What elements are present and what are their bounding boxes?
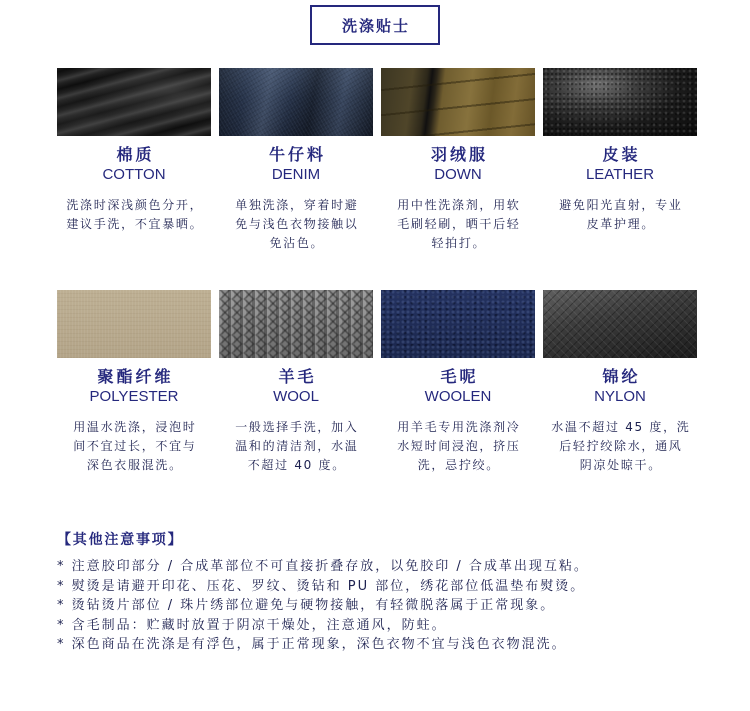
care-line: 水温不超过 45 度，洗 — [551, 420, 691, 434]
fabric-name-cn: 羊毛 — [278, 367, 317, 386]
fabric-name-cn: 皮装 — [602, 145, 641, 164]
fabric-name-en: COTTON — [102, 166, 166, 183]
fabric-name-en: WOOL — [273, 388, 319, 405]
care-instructions — [219, 196, 373, 253]
care-line: 后轻拧绞除水，通风 — [559, 439, 683, 453]
care-line: 深色衣服混洗。 — [86, 458, 183, 472]
fabric-card-leather — [543, 68, 697, 234]
care-line: 轻拍打。 — [431, 236, 487, 250]
care-line: 一般选择手洗，加入 — [235, 420, 359, 434]
fabric-card-denim — [219, 68, 373, 253]
fabric-card-cotton — [57, 68, 211, 234]
care-line: 间不宜过长，不宜与 — [73, 439, 197, 453]
fabric-name-en: LEATHER — [585, 166, 655, 183]
woolen-swatch-image — [381, 290, 535, 358]
fabric-name-en: DOWN — [434, 166, 482, 183]
fabric-name-en: WOOLEN — [424, 388, 492, 405]
care-line: 用温水洗涤，浸泡时 — [73, 420, 197, 434]
care-line: 阴凉处晾干。 — [579, 458, 662, 472]
down-swatch-image — [381, 68, 535, 136]
care-instructions — [57, 418, 211, 475]
page-title-box — [310, 5, 440, 45]
fabric-card-wool — [219, 290, 373, 475]
fabric-card-polyester — [57, 290, 211, 475]
care-instructions — [381, 418, 535, 475]
notes-list — [57, 557, 589, 655]
nylon-swatch-image — [543, 290, 697, 358]
fabric-name-cn: 棉质 — [116, 145, 155, 164]
fabric-card-nylon — [543, 290, 697, 475]
fabric-name-cn: 羽绒服 — [430, 145, 488, 164]
care-instructions — [543, 196, 697, 234]
fabric-card-woolen — [381, 290, 535, 475]
note-item: * 熨烫是请避开印花、压花、罗纹、烫钻和 PU 部位，绣花部位低温垫布熨烫。 — [57, 578, 586, 594]
care-line: 免沾色。 — [269, 236, 325, 250]
care-line: 洗，忌拧绞。 — [417, 458, 500, 472]
fabric-name-cn: 牛仔料 — [268, 145, 326, 164]
note-item: * 深色商品在洗涤是有浮色，属于正常现象，深色衣物不宜与浅色衣物混洗。 — [57, 637, 567, 652]
note-item: * 含毛制品：贮藏时放置于阴凉干燥处，注意通风，防蛀。 — [57, 617, 447, 633]
care-instructions — [219, 418, 373, 475]
care-line: 皮革护理。 — [586, 217, 656, 231]
care-line: 洗涤时深浅颜色分开， — [66, 198, 204, 212]
notes-heading: 【其他注意事项】 — [57, 532, 184, 548]
fabric-name-cn: 毛呢 — [440, 367, 479, 386]
note-item: * 注意胶印部分 / 合成革部位不可直接折叠存放，以免胶印 / 合成革出现互粘。 — [57, 559, 589, 574]
fabric-name-en: NYLON — [594, 388, 646, 405]
care-line: 单独洗涤，穿着时避 — [235, 198, 359, 212]
polyester-swatch-image — [57, 290, 211, 358]
fabric-name-cn: 聚酯纤维 — [97, 367, 174, 386]
page-title: 洗涤贴士 — [341, 16, 410, 35]
care-line: 建议手洗，不宜暴晒。 — [66, 217, 204, 231]
care-instructions — [57, 196, 211, 234]
care-instructions — [381, 196, 535, 253]
care-line: 避免阳光直射，专业 — [559, 198, 683, 212]
fabric-name-en: POLYESTER — [89, 388, 179, 405]
care-line: 用羊毛专用洗涤剂冷 — [397, 420, 521, 434]
leather-swatch-image — [543, 68, 697, 136]
fabric-card-down — [381, 68, 535, 253]
care-line: 用中性洗涤剂，用软 — [397, 198, 521, 212]
care-line: 水短时间浸泡，挤压 — [397, 439, 521, 453]
care-instructions — [543, 418, 697, 475]
cotton-swatch-image — [57, 68, 211, 136]
wool-swatch-image — [219, 290, 373, 358]
fabric-name-en: DENIM — [271, 166, 321, 183]
care-line: 免与浅色衣物接触以 — [235, 217, 359, 231]
care-line: 毛刷轻刷，晒干后轻 — [397, 217, 521, 231]
denim-swatch-image — [219, 68, 373, 136]
care-line: 不超过 40 度。 — [247, 458, 346, 472]
fabric-name-cn: 锦纶 — [602, 367, 641, 386]
care-line: 温和的清洁剂，水温 — [235, 439, 359, 453]
note-item: * 烫钻烫片部位 / 珠片绣部位避免与硬物接触，有轻微脱落属于正常现象。 — [57, 598, 556, 613]
